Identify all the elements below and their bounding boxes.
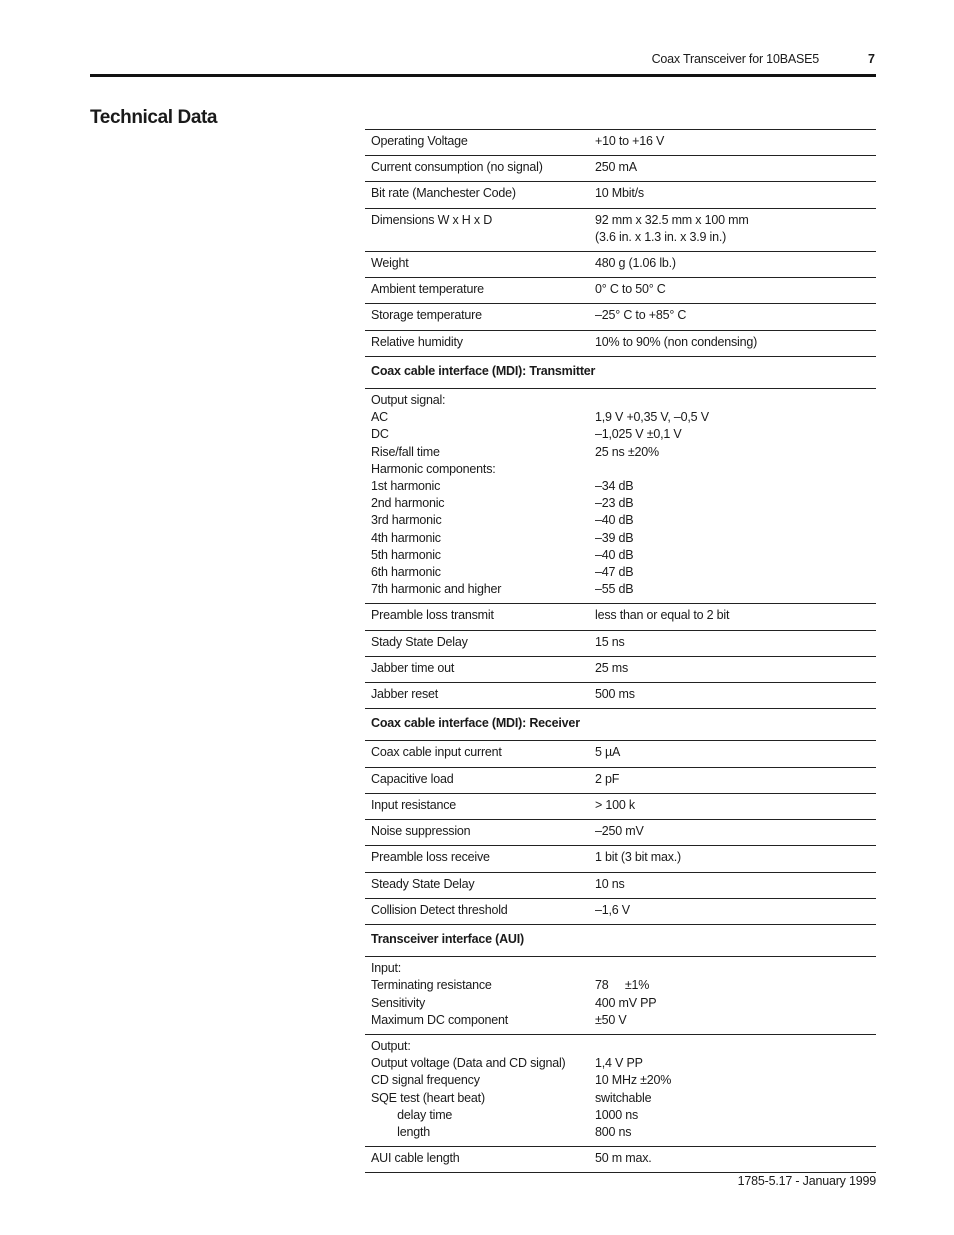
- label-line: 5th harmonic: [371, 547, 441, 562]
- value-line: +10 to +16 V: [595, 134, 665, 148]
- value-line: 1,4 V PP: [595, 1056, 643, 1071]
- value-line: 400 mV PP: [595, 995, 657, 1010]
- row-label: [371, 212, 595, 246]
- value-line: [595, 960, 870, 977]
- label-line: Operating Voltage: [371, 134, 468, 148]
- value-line: 50 m max.: [595, 1151, 652, 1166]
- table-row: [365, 631, 876, 657]
- value-line: 250 mA: [595, 160, 637, 175]
- table-row: [365, 1147, 876, 1173]
- value-line: 10 Mbit/s: [595, 186, 644, 201]
- label-line: Dimensions W x H x D: [371, 212, 493, 227]
- label-line: Transceiver interface (AUI): [371, 931, 524, 946]
- label-line: SQE test (heart beat): [371, 1090, 485, 1105]
- value-line: 25 ns ±20%: [595, 444, 659, 459]
- label-line: Coax cable interface (MDI): Transmitter: [371, 363, 596, 378]
- label-line: Stady State Delay: [371, 634, 468, 649]
- row-value: [595, 212, 870, 246]
- value-line: switchable: [595, 1090, 652, 1105]
- value-line: –47 dB: [595, 565, 634, 580]
- label-line: delay time: [371, 1107, 453, 1122]
- value-line: 1 bit (3 bit max.): [595, 850, 682, 865]
- label-line: Input:: [371, 961, 402, 976]
- value-line: 480 g (1.06 lb.): [595, 256, 676, 271]
- value-line: 500 ms: [595, 687, 635, 702]
- label-line: Bit rate (Manchester Code): [371, 186, 516, 201]
- label-line: Output signal:: [371, 393, 446, 408]
- row-value: [595, 797, 870, 814]
- label-line: Terminating resistance: [371, 978, 492, 993]
- value-line: 10% to 90% (non condensing): [595, 334, 758, 349]
- table-row: [365, 604, 876, 630]
- value-line: –55 dB: [595, 582, 634, 597]
- row-value: [595, 876, 870, 893]
- table-row: [365, 741, 876, 767]
- table-row: [365, 873, 876, 899]
- table-row: [365, 794, 876, 820]
- section-heading-text: [371, 715, 870, 732]
- row-value: [595, 307, 870, 324]
- label-line: Storage temperature: [371, 308, 482, 323]
- table-row: [365, 957, 876, 1035]
- label-line: Steady State Delay: [371, 876, 475, 891]
- label-line: length: [371, 1124, 431, 1139]
- label-line: Sensitivity: [371, 995, 426, 1010]
- value-line: [595, 392, 870, 409]
- label-line: Jabber reset: [371, 687, 439, 702]
- row-value: [595, 392, 870, 598]
- value-line: ±50 V: [595, 1012, 627, 1027]
- table-row: [365, 657, 876, 683]
- row-value: [595, 255, 870, 272]
- value-line: 10 ns: [595, 876, 625, 891]
- table-row: [365, 820, 876, 846]
- row-label: [371, 607, 595, 624]
- label-line: Weight: [371, 256, 409, 271]
- running-header-title: Coax Transceiver for 10BASE5: [651, 52, 819, 66]
- table-row: [365, 209, 876, 252]
- label-line: Output voltage (Data and CD signal): [371, 1056, 566, 1071]
- value-line: > 100 k: [595, 797, 635, 812]
- label-line: Jabber time out: [371, 660, 455, 675]
- value-line: –40 dB: [595, 513, 634, 528]
- row-value: [595, 159, 870, 176]
- label-line: Harmonic components:: [371, 461, 496, 476]
- label-line: Rise/fall time: [371, 444, 440, 459]
- row-value: [595, 185, 870, 202]
- value-line: 2 pF: [595, 771, 620, 786]
- row-label: [371, 334, 595, 351]
- row-value: [595, 849, 870, 866]
- value-line: [595, 461, 870, 478]
- label-line: Preamble loss transmit: [371, 608, 494, 623]
- row-label: [371, 660, 595, 677]
- row-label: [371, 1150, 595, 1167]
- value-line: 1,9 V +0,35 V, –0,5 V: [595, 410, 709, 425]
- row-label: [371, 849, 595, 866]
- row-value: [595, 281, 870, 298]
- table-row: [365, 1035, 876, 1147]
- row-label: [371, 876, 595, 893]
- section-heading-text: [371, 931, 870, 948]
- row-label: [371, 281, 595, 298]
- row-label: [371, 823, 595, 840]
- row-label: [371, 392, 595, 598]
- value-line: 78 ±1%: [595, 978, 650, 993]
- table-section-heading: [365, 709, 876, 741]
- row-label: [371, 159, 595, 176]
- label-line: Input resistance: [371, 797, 457, 812]
- value-line: –1,6 V: [595, 902, 630, 917]
- value-line: –1,025 V ±0,1 V: [595, 427, 682, 442]
- label-line: Output:: [371, 1038, 411, 1053]
- row-value: [595, 634, 870, 651]
- label-line: 6th harmonic: [371, 565, 441, 580]
- row-label: [371, 307, 595, 324]
- row-label: [371, 686, 595, 703]
- table-row: [365, 683, 876, 709]
- table-row: [365, 130, 876, 156]
- row-label: [371, 771, 595, 788]
- table-row: [365, 768, 876, 794]
- label-line: Preamble loss receive: [371, 850, 490, 865]
- value-line: [595, 1038, 870, 1055]
- value-line: –250 mV: [595, 824, 644, 839]
- value-line: –40 dB: [595, 547, 634, 562]
- table-row: [365, 331, 876, 357]
- value-line: –34 dB: [595, 479, 634, 494]
- value-line: 1000 ns: [595, 1107, 639, 1122]
- table-row: [365, 389, 876, 604]
- label-line: CD signal frequency: [371, 1073, 480, 1088]
- row-value: [595, 823, 870, 840]
- label-line: 3rd harmonic: [371, 513, 442, 528]
- label-line: DC: [371, 427, 389, 442]
- row-value: [595, 771, 870, 788]
- row-label: [371, 634, 595, 651]
- value-line: –25° C to +85° C: [595, 308, 687, 323]
- label-line: Relative humidity: [371, 334, 463, 349]
- value-line: 15 ns: [595, 634, 625, 649]
- label-line: 2nd harmonic: [371, 496, 445, 511]
- row-label: [371, 1038, 595, 1141]
- table-section-heading: [365, 357, 876, 389]
- header-divider: [90, 74, 876, 77]
- value-line: 0° C to 50° C: [595, 282, 666, 297]
- value-line: –23 dB: [595, 496, 634, 511]
- label-line: Current consumption (no signal): [371, 160, 543, 175]
- row-value: [595, 960, 870, 1029]
- label-line: AC: [371, 410, 388, 425]
- row-value: [595, 686, 870, 703]
- table-row: [365, 156, 876, 182]
- value-line: 25 ms: [595, 660, 629, 675]
- label-line: AUI cable length: [371, 1151, 460, 1166]
- value-line: 5 µA: [595, 745, 621, 760]
- row-label: [371, 185, 595, 202]
- row-value: [595, 133, 870, 150]
- label-line: Coax cable input current: [371, 745, 502, 760]
- label-line: 7th harmonic and higher: [371, 582, 502, 597]
- label-line: Collision Detect threshold: [371, 902, 508, 917]
- row-value: [595, 660, 870, 677]
- row-value: [595, 1150, 870, 1167]
- label-line: 1st harmonic: [371, 479, 441, 494]
- label-line: Noise suppression: [371, 824, 471, 839]
- row-value: [595, 607, 870, 624]
- row-label: [371, 255, 595, 272]
- table-row: [365, 252, 876, 278]
- table-row: [365, 278, 876, 304]
- row-value: [595, 744, 870, 761]
- table-row: [365, 304, 876, 330]
- value-line: 800 ns: [595, 1124, 632, 1139]
- row-value: [595, 902, 870, 919]
- value-line: less than or equal to 2 bit: [595, 608, 730, 623]
- label-line: Maximum DC component: [371, 1012, 509, 1027]
- section-heading-text: [371, 363, 870, 380]
- row-value: [595, 334, 870, 351]
- label-line: Ambient temperature: [371, 282, 484, 297]
- label-line: Coax cable interface (MDI): Receiver: [371, 716, 580, 731]
- value-line: 10 MHz ±20%: [595, 1073, 672, 1088]
- value-line: (3.6 in. x 1.3 in. x 3.9 in.): [595, 229, 727, 244]
- row-label: [371, 133, 595, 150]
- table-row: [365, 899, 876, 925]
- value-line: –39 dB: [595, 530, 634, 545]
- value-line: 92 mm x 32.5 mm x 100 mm: [595, 212, 749, 227]
- label-line: 4th harmonic: [371, 530, 441, 545]
- table-row: [365, 182, 876, 208]
- row-label: [371, 797, 595, 814]
- row-label: [371, 744, 595, 761]
- page-footer: 1785-5.17 - January 1999: [737, 1174, 876, 1188]
- table-section-heading: [365, 925, 876, 957]
- technical-data-table: [365, 129, 876, 1173]
- page-number: 7: [868, 52, 875, 66]
- row-value: [595, 1038, 870, 1141]
- section-title: Technical Data: [90, 107, 218, 128]
- row-label: [371, 902, 595, 919]
- table-row: [365, 846, 876, 872]
- row-label: [371, 960, 595, 1029]
- label-line: Capacitive load: [371, 771, 454, 786]
